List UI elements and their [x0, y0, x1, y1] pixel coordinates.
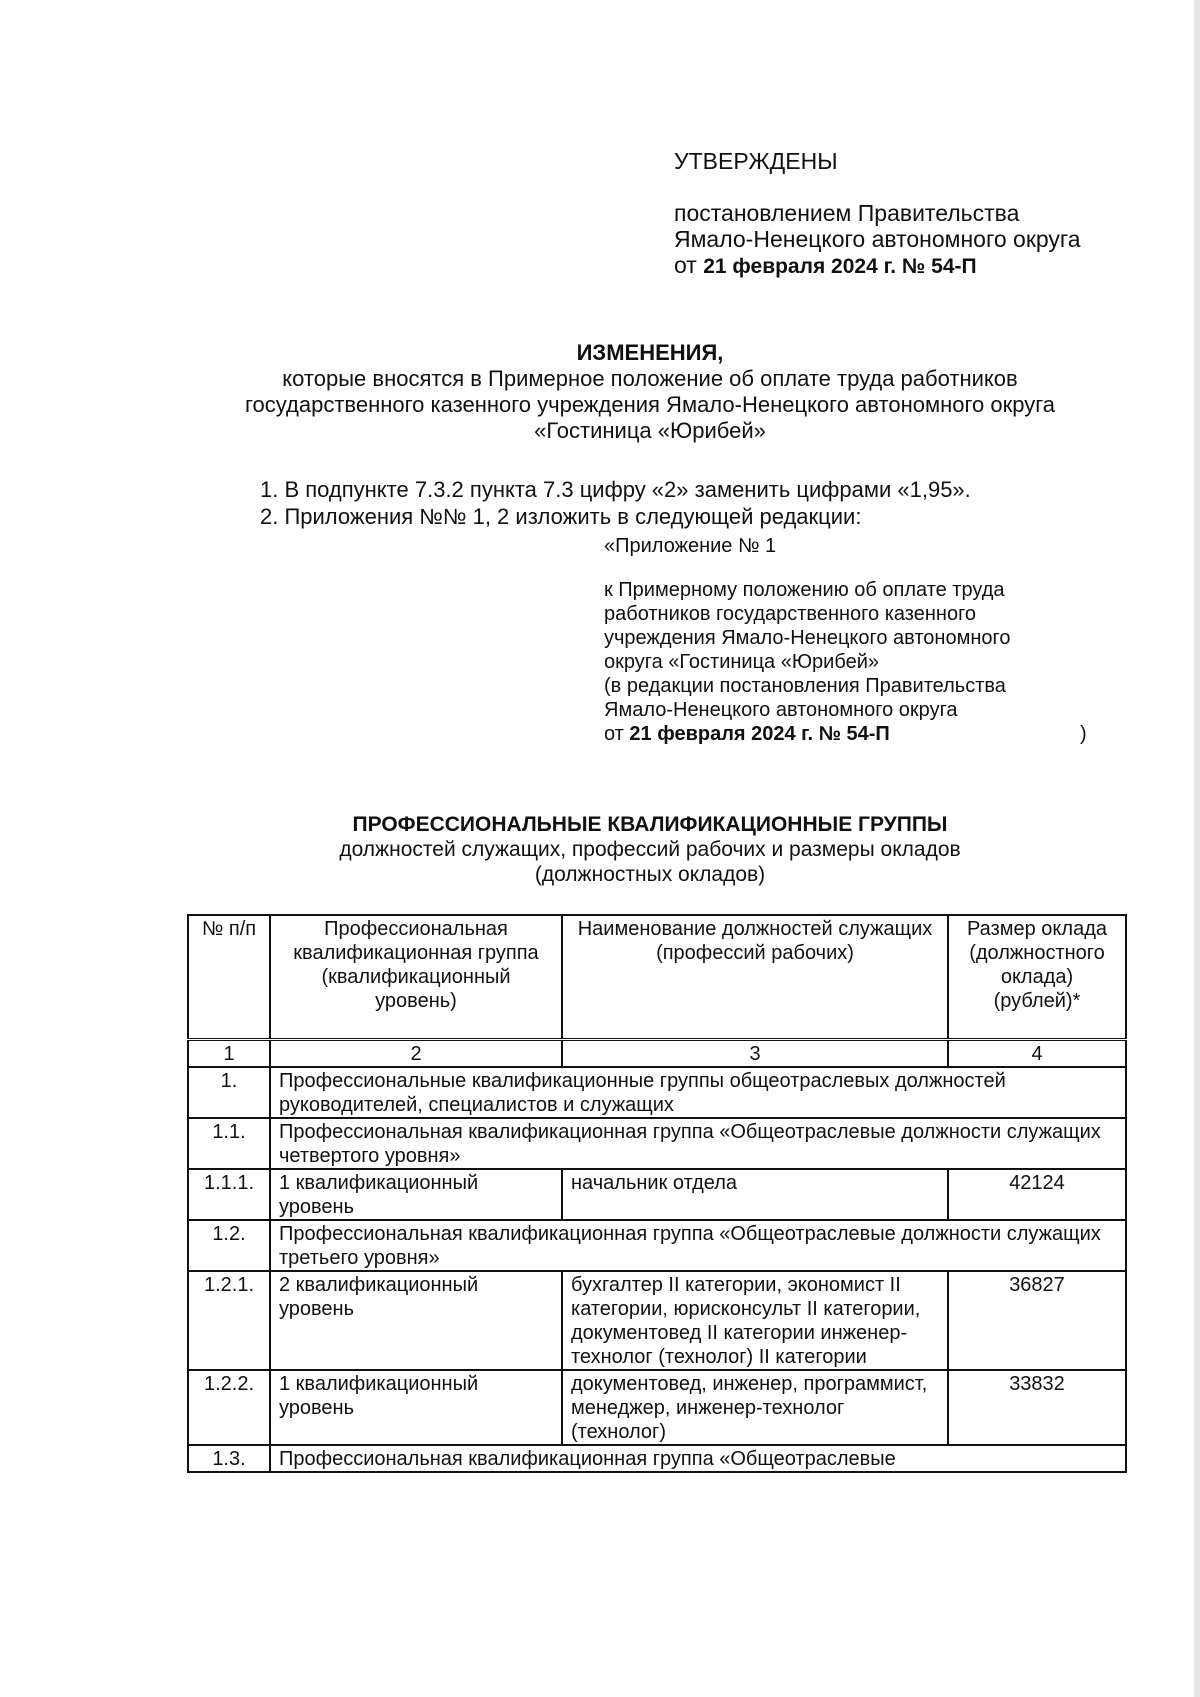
row-number: 1.3. — [188, 1445, 270, 1472]
changes-line-1: которые вносятся в Примерное положение об оплате труда работников — [282, 366, 1018, 391]
table-row — [188, 1220, 1126, 1271]
row-positions: начальник отдела — [562, 1169, 948, 1220]
appendix-date-prefix: от — [604, 723, 624, 745]
approval-line-1: постановлением Правительства — [674, 200, 1020, 226]
col-number-2: 2 — [270, 1039, 562, 1067]
changes-items — [260, 476, 971, 530]
table-row — [188, 1067, 1126, 1118]
section-line-2: (должностных окладов) — [534, 863, 766, 886]
table-row — [188, 1370, 1126, 1445]
col-number-3: 3 — [562, 1039, 948, 1067]
changes-line-2: государственного казенного учреждения Ямало-Ненецкого автономного округа — [245, 392, 1055, 417]
appendix-line-1: к Примерному положению об оплате труда — [604, 579, 1005, 601]
table-row — [188, 1118, 1126, 1169]
row-number: 1.1. — [188, 1118, 270, 1169]
appendix-line-2: работников государственного казенного — [604, 603, 977, 625]
row-group-title: Профессиональная квалификационная группа «Общеотраслевые — [270, 1445, 1126, 1472]
appendix-date: 21 февраля 2024 г. № 54-П — [629, 723, 890, 745]
approval-block — [674, 148, 1081, 280]
row-level: 1 квалификационный уровень — [270, 1370, 562, 1445]
appendix-block — [604, 534, 1087, 746]
row-salary: 36827 — [948, 1271, 1126, 1370]
appendix-line-6: Ямало-Ненецкого автономного округа — [604, 699, 958, 721]
col-number-4: 4 — [948, 1039, 1126, 1067]
header-salary: Размер оклада (должностного оклада) (рублей)* — [948, 915, 1126, 1039]
appendix-line-3: учреждения Ямало-Ненецкого автономного — [604, 627, 1011, 649]
row-level: 2 квалификационный уровень — [270, 1271, 562, 1370]
table-column-numbers-row — [188, 1039, 1126, 1067]
table-row — [188, 1445, 1126, 1472]
col-number-1: 1 — [188, 1039, 270, 1067]
section-title: ПРОФЕССИОНАЛЬНЫЕ КВАЛИФИКАЦИОННЫЕ ГРУППЫ — [352, 813, 948, 836]
row-level: 1 квалификационный уровень — [270, 1169, 562, 1220]
row-salary: 33832 — [948, 1370, 1126, 1445]
row-group-title: Профессиональная квалификационная группа «Общеотраслевые должности служащих четвертого уровня» — [270, 1118, 1126, 1169]
change-item-2: 2. Приложения №№ 1, 2 изложить в следующей редакции: — [260, 504, 862, 529]
approval-date-prefix: от — [674, 252, 697, 278]
row-group-title: Профессиональные квалификационные группы общеотраслевых должностей руководителей, специалистов и служащих — [270, 1067, 1126, 1118]
approval-date: 21 февраля 2024 г. № 54-П — [703, 255, 977, 278]
appendix-line-5: (в редакции постановления Правительства — [604, 675, 1006, 697]
change-item-1: 1. В подпункте 7.3.2 пункта 7.3 цифру «2» заменить цифрами «1,95». — [260, 477, 971, 502]
row-group-title: Профессиональная квалификационная группа «Общеотраслевые должности служащих третьего уровня» — [270, 1220, 1126, 1271]
header-number: № п/п — [188, 915, 270, 1039]
row-positions: документовед, инженер, программист, менеджер, инженер-технолог (технолог) — [562, 1370, 948, 1445]
row-number: 1.2.1. — [188, 1271, 270, 1370]
changes-heading-block — [150, 340, 1150, 444]
row-number: 1.2.2. — [188, 1370, 270, 1445]
table-header-row — [188, 915, 1126, 1039]
row-salary: 42124 — [948, 1169, 1126, 1220]
approval-title: УТВЕРЖДЕНЫ — [674, 148, 838, 174]
changes-line-3: «Гостиница «Юрибей» — [534, 418, 766, 443]
appendix-line-4: округа «Гостиница «Юрибей» — [604, 651, 879, 673]
row-positions: бухгалтер II категории, экономист II категории, юрисконсульт II категории, документовед II категории инженер-технолог (технолог) II категории — [562, 1271, 948, 1370]
header-group: Профессиональная квалификационная группа (квалификационный уровень) — [270, 915, 562, 1039]
section-heading-block — [150, 812, 1150, 887]
header-positions: Наименование должностей служащих (профессий рабочих) — [562, 915, 948, 1039]
changes-title: ИЗМЕНЕНИЯ, — [576, 340, 724, 365]
row-number: 1.2. — [188, 1220, 270, 1271]
row-number: 1. — [188, 1067, 270, 1118]
salary-table — [187, 914, 1127, 1473]
section-line-1: должностей служащих, профессий рабочих и размеры окладов — [339, 838, 961, 861]
table-row — [188, 1169, 1126, 1220]
page-edge-shadow — [1194, 0, 1200, 1697]
approval-line-2: Ямало-Ненецкого автономного округа — [674, 226, 1081, 252]
appendix-close-paren: ) — [1080, 723, 1087, 745]
appendix-title: «Приложение № 1 — [604, 535, 777, 557]
row-number: 1.1.1. — [188, 1169, 270, 1220]
table-row — [188, 1271, 1126, 1370]
